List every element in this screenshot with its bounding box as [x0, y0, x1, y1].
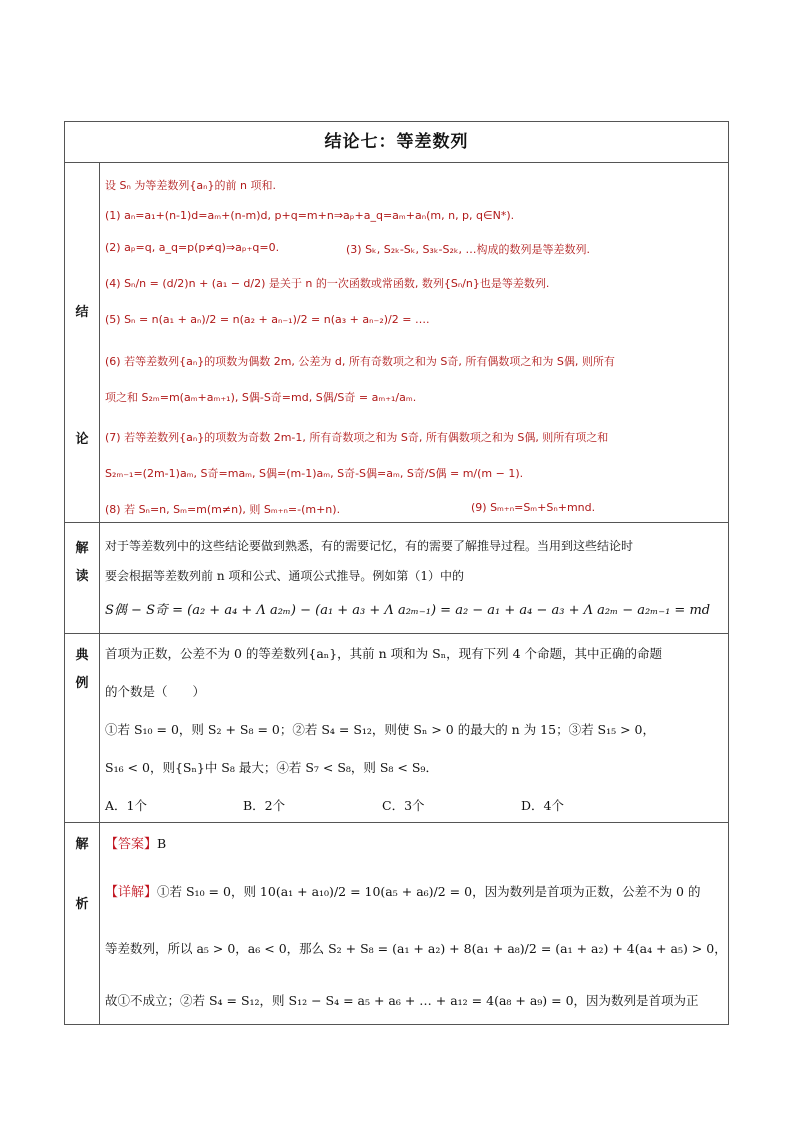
answer-line: [105, 833, 166, 852]
conclusion-intro: 设 Sₙ 为等差数列{aₙ}的前 n 项和.: [105, 179, 276, 192]
answer-value: B: [157, 836, 167, 851]
conclusion-line-11: (9) Sₘ₊ₙ=Sₘ+Sₙ+mnd.: [471, 501, 596, 514]
side-char: 结: [75, 305, 89, 320]
conclusion-section: [65, 163, 728, 523]
side-char: 论: [75, 432, 89, 447]
example-question-line-4: S₁₆ < 0，则{Sₙ}中 S₈ 最大；④若 S₇ < S₈，则 S₈ < S₉．: [105, 760, 438, 775]
conclusion-line-4: (4) Sₙ/n = (d/2)n + (a₁ − d/2) 是关于 n 的一次函数或常函数, 数列{Sₙ/n}也是等差数列.: [105, 277, 550, 290]
example-question-line-1: 首项为正数，公差不为 0 的等差数列{aₙ}，其前 n 项和为 Sₙ，现有下列 4 个命题，其中正确的命题: [105, 646, 663, 661]
side-label-example: [65, 634, 100, 822]
detail-line-1: [105, 881, 700, 900]
interpretation-section: [65, 523, 728, 634]
side-label-conclusion: [65, 163, 100, 522]
conclusion-line-2: (2) aₚ=q, a_q=p(p≠q)⇒aₚ₊q=0.: [105, 241, 280, 254]
conclusion-line-9: S₂ₘ₋₁=(2m-1)aₘ, S奇=maₘ, S偶=(m-1)aₘ, S奇-S偶=aₘ, S奇/S偶 = m/(m − 1).: [105, 467, 524, 480]
conclusion-body: [105, 163, 722, 522]
option-d: D．4个: [521, 798, 564, 813]
conclusion-line-8: (7) 若等差数列{aₙ}的项数为奇数 2m-1, 所有奇数项之和为 S奇, 所有偶数项之和为 S偶, 则所有项之和: [105, 431, 609, 444]
detail-tag: 【详解】: [105, 885, 158, 900]
side-label-interpretation: [65, 523, 100, 633]
example-section: [65, 634, 728, 823]
conclusion-line-5: (5) Sₙ = n(a₁ + aₙ)/2 = n(a₂ + aₙ₋₁)/2 = n(a₃ + aₙ₋₂)/2 = ….: [105, 313, 430, 326]
side-char: 解: [75, 541, 89, 556]
option-b: B．2个: [243, 798, 286, 813]
option-a: A．1个: [105, 798, 147, 813]
interpretation-body: [105, 523, 722, 633]
side-char: 解: [75, 837, 89, 852]
detail-text-1: ①若 S₁₀ = 0，则 10(a₁ + a₁₀)/2 = 10(a₅ + a₆)/2 = 0，因为数列是首项为正数，公差不为 0 的: [157, 884, 701, 899]
analysis-section: [65, 823, 728, 1024]
conclusion-line-7: 项之和 S₂ₘ=m(aₘ+aₘ₊₁), S偶-S奇=md, S偶/S奇 = aₘ₊₁/aₘ.: [105, 391, 417, 404]
option-c: C．3个: [382, 798, 425, 813]
answer-tag: 【答案】: [105, 837, 158, 852]
conclusion-line-10: (8) 若 Sₙ=n, Sₘ=m(m≠n), 则 Sₘ₊ₙ=-(m+n).: [105, 503, 341, 516]
interpretation-line-2: 要会根据等差数列前 n 项和公式、通项公式推导。例如第（1）中的: [105, 569, 464, 583]
conclusion-line-3: (3) Sₖ, S₂ₖ-Sₖ, S₃ₖ-S₂ₖ, …构成的数列是等差数列.: [346, 243, 591, 256]
interpretation-formula: S偶 − S奇 = (a₂ + a₄ + Λ a₂ₘ) − (a₁ + a₃ + Λ a₂ₘ₋₁) = a₂ − a₁ + a₄ − a₃ + Λ a₂ₘ − a₂ₘ₋₁ = md: [105, 603, 711, 618]
analysis-body: [105, 823, 727, 1024]
conclusion-line-1: (1) aₙ=a₁+(n-1)d=aₘ+(n-m)d, p+q=m+n⇒aₚ+a_q=aₘ+aₙ(m, n, p, q∈N*).: [105, 209, 515, 222]
example-question-line-3: ①若 S₁₀ = 0，则 S₂ + S₈ = 0；②若 S₄ = S₁₂，则使 Sₙ > 0 的最大的 n 为 15；③若 S₁₅ > 0，: [105, 722, 656, 737]
interpretation-line-1: 对于等差数列中的这些结论要做到熟悉，有的需要记忆，有的需要了解推导过程。当用到这些结论时: [105, 539, 634, 553]
example-body: [105, 634, 722, 822]
detail-line-3: 故①不成立；②若 S₄ = S₁₂，则 S₁₂ − S₄ = a₅ + a₆ + … + a₁₂ = 4(a₈ + a₉) = 0，因为数列是首项为正: [105, 993, 699, 1008]
side-char: 读: [75, 569, 89, 584]
side-char: 析: [75, 897, 89, 912]
example-question-line-2: 的个数是（ ）: [105, 684, 206, 699]
conclusion-line-6: (6) 若等差数列{aₙ}的项数为偶数 2m, 公差为 d, 所有奇数项之和为 S奇, 所有偶数项之和为 S偶, 则所有: [105, 355, 615, 368]
side-label-analysis: [65, 823, 100, 1024]
detail-line-2: 等差数列，所以 a₅ > 0，a₆ < 0，那么 S₂ + S₈ = (a₁ + a₂) + 8(a₁ + a₈)/2 = (a₁ + a₂) + 4(a₄ + a₅) > 0，: [105, 941, 727, 956]
document-table: [64, 121, 729, 1025]
side-char: 例: [75, 676, 89, 691]
page-title: 结论七：等差数列: [65, 122, 728, 163]
side-char: 典: [75, 648, 89, 663]
